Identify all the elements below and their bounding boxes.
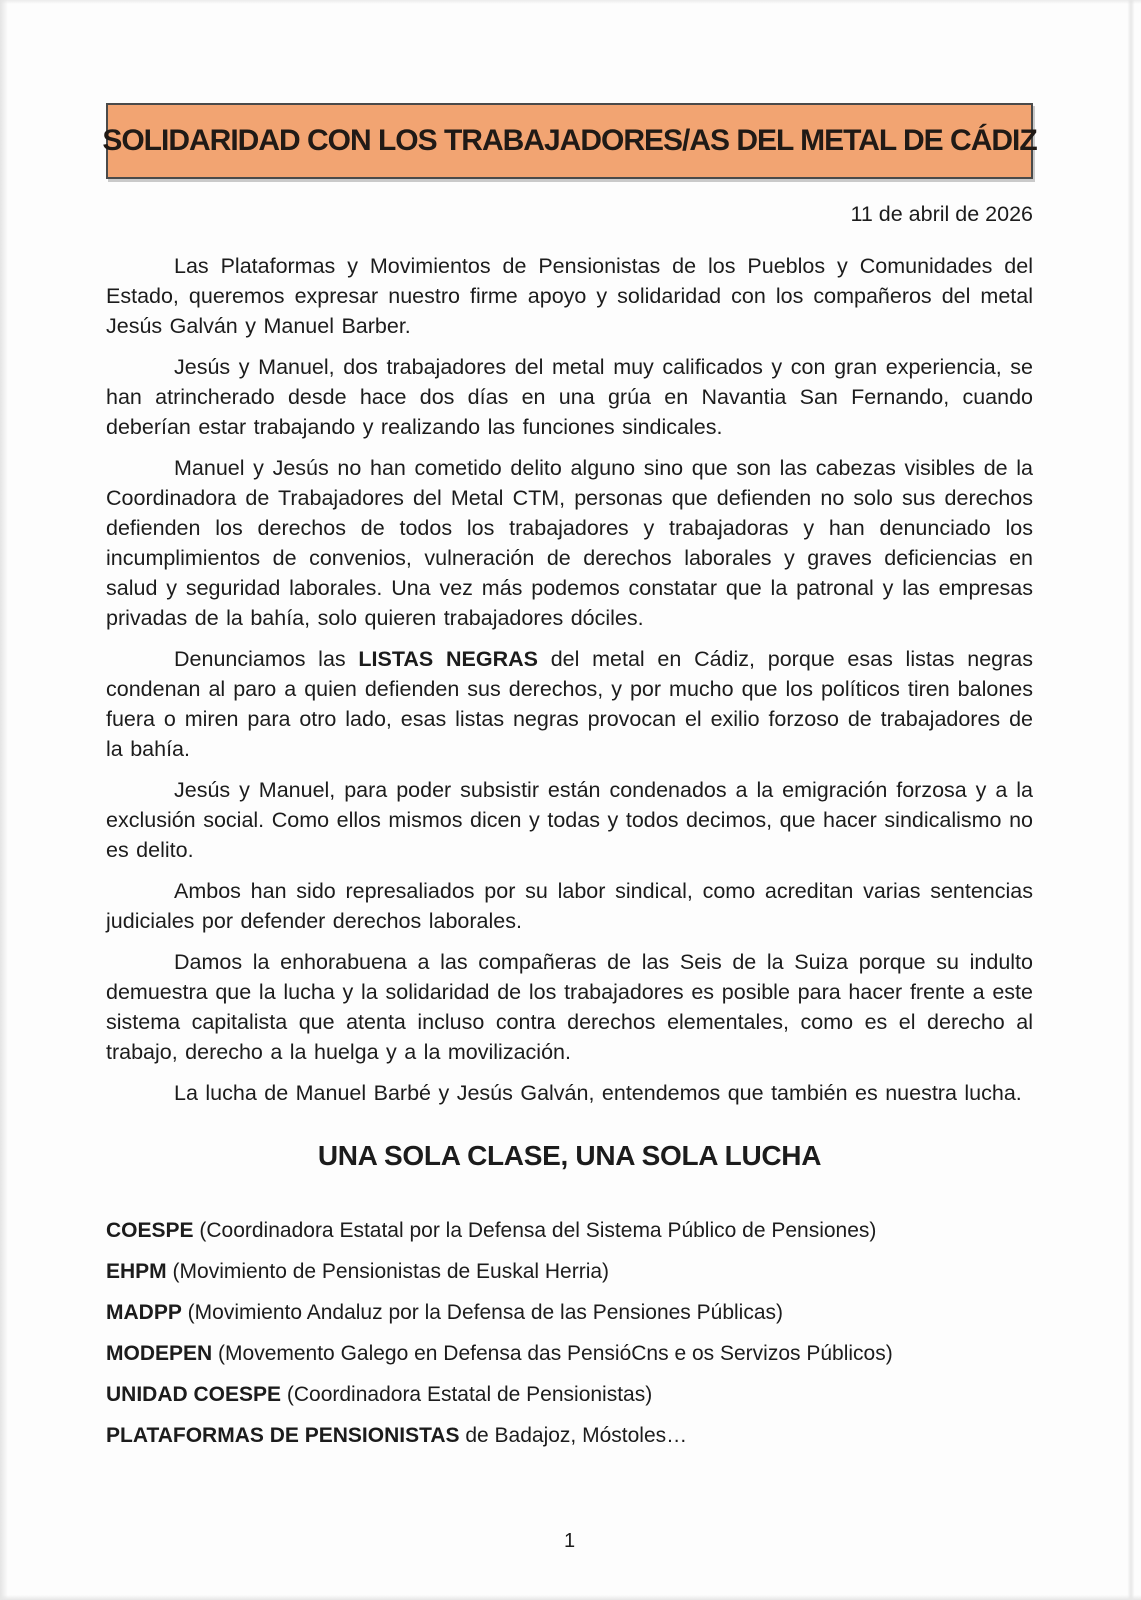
organizations-list [106,1218,1033,1449]
paragraph-8: La lucha de Manuel Barbé y Jesús Galván, entendemos que también es nuestra lucha. [174,1081,1022,1105]
organization-item [106,1300,1033,1326]
paragraph-4 [106,644,1033,764]
organization-description: (Movimiento Andaluz por la Defensa de las Pensiones Públicas) [181,1301,783,1324]
slogan-heading: UNA SOLA CLASE, UNA SOLA LUCHA [317,1140,822,1171]
scan-edge-left [0,0,8,1600]
organization-description: (Coordinadora Estatal de Pensionistas) [281,1383,653,1406]
bold-emphasis: LISTAS NEGRAS [358,647,538,671]
scan-edge-bottom [0,1595,1141,1600]
paragraph-7: Damos la enhorabuena a las compañeras de las Seis de la Suiza porque su indulto demuestra que la lucha y la solidaridad de los trabajadores es posible para hacer frente a este sistema capitalista que atenta incluso contra derechos elementales, como es el derecho al trabajo, derecho a la huelga y a la movilización. [106,950,1033,1064]
paragraph-4-pre: Denunciamos las [174,647,359,671]
paragraph-5: Jesús y Manuel, para poder subsistir están condenados a la emigración forzosa y a la exclusión social. Como ellos mismos dicen y todas y todos decimos, que hacer sindicalismo no es delito. [106,778,1033,862]
organization-description: (Movimiento de Pensionistas de Euskal Herria) [166,1260,610,1283]
organization-acronym: EHPM [106,1260,167,1283]
organization-acronym: MODEPEN [106,1342,213,1365]
organization-item [106,1423,1033,1449]
body-text [106,251,1033,1108]
organization-description: (Movemento Galego en Defensa das PensióCns e os Servizos Públicos) [212,1342,893,1365]
organization-acronym: COESPE [106,1219,194,1242]
organization-item [106,1341,1033,1367]
organization-item [106,1259,1033,1285]
paragraph-6: Ambos han sido represaliados por su labor sindical, como acreditan varias sentencias judiciales por defender derechos laborales. [106,879,1033,933]
document-date: 11 de abril de 2026 [850,202,1033,226]
document-content [102,0,1037,1464]
organization-item [106,1382,1033,1408]
paragraph-2: Jesús y Manuel, dos trabajadores del metal muy calificados y con gran experiencia, se han atrincherado desde hace dos días en una grúa en Navantia San Fernando, cuando deberían estar trabajando y realizando las funciones sindicales. [106,355,1033,439]
organization-acronym: PLATAFORMAS DE PENSIONISTAS [106,1424,460,1447]
paragraph-3: Manuel y Jesús no han cometido delito alguno sino que son las cabezas visibles de la Coordinadora de Trabajadores del Metal CTM, personas que defienden no solo sus derechos defienden los derechos de todos los trabajadores y trabajadoras y han denunciado los incumplimientos de convenios, vulneración de derechos laborales y graves deficiencias en salud y seguridad laborales. Una vez más podemos constatar que la patronal y las empresas privadas de la bahía, solo quieren trabajadores dóciles. [106,456,1033,630]
page-number: 1 [563,1530,576,1552]
organization-acronym: UNIDAD COESPE [106,1383,282,1406]
organization-description: de Badajoz, Móstoles… [459,1424,688,1447]
organization-description: (Coordinadora Estatal por la Defensa del Sistema Público de Pensiones) [193,1219,877,1242]
paragraph-4-post: del metal en Cádiz, porque esas listas negras condenan al paro a quien defienden sus derechos, y por mucho que los políticos tiren balones fuera o miren para otro lado, esas listas negras provocan el exilio forzoso de trabajadores de la bahía. [106,647,1034,761]
paragraph-1: Las Plataformas y Movimientos de Pensionistas de los Pueblos y Comunidades del Estado, queremos expresar nuestro firme apoyo y solidaridad con los compañeros del metal Jesús Galván y Manuel Barber. [106,254,1033,338]
document-title: SOLIDARIDAD CON LOS TRABAJADORES/AS DEL METAL DE CÁDIZ [102,124,1037,157]
organization-acronym: MADPP [106,1301,182,1324]
title-banner [102,103,1037,179]
organization-item [106,1218,1033,1244]
scan-edge-right [1129,0,1133,1600]
